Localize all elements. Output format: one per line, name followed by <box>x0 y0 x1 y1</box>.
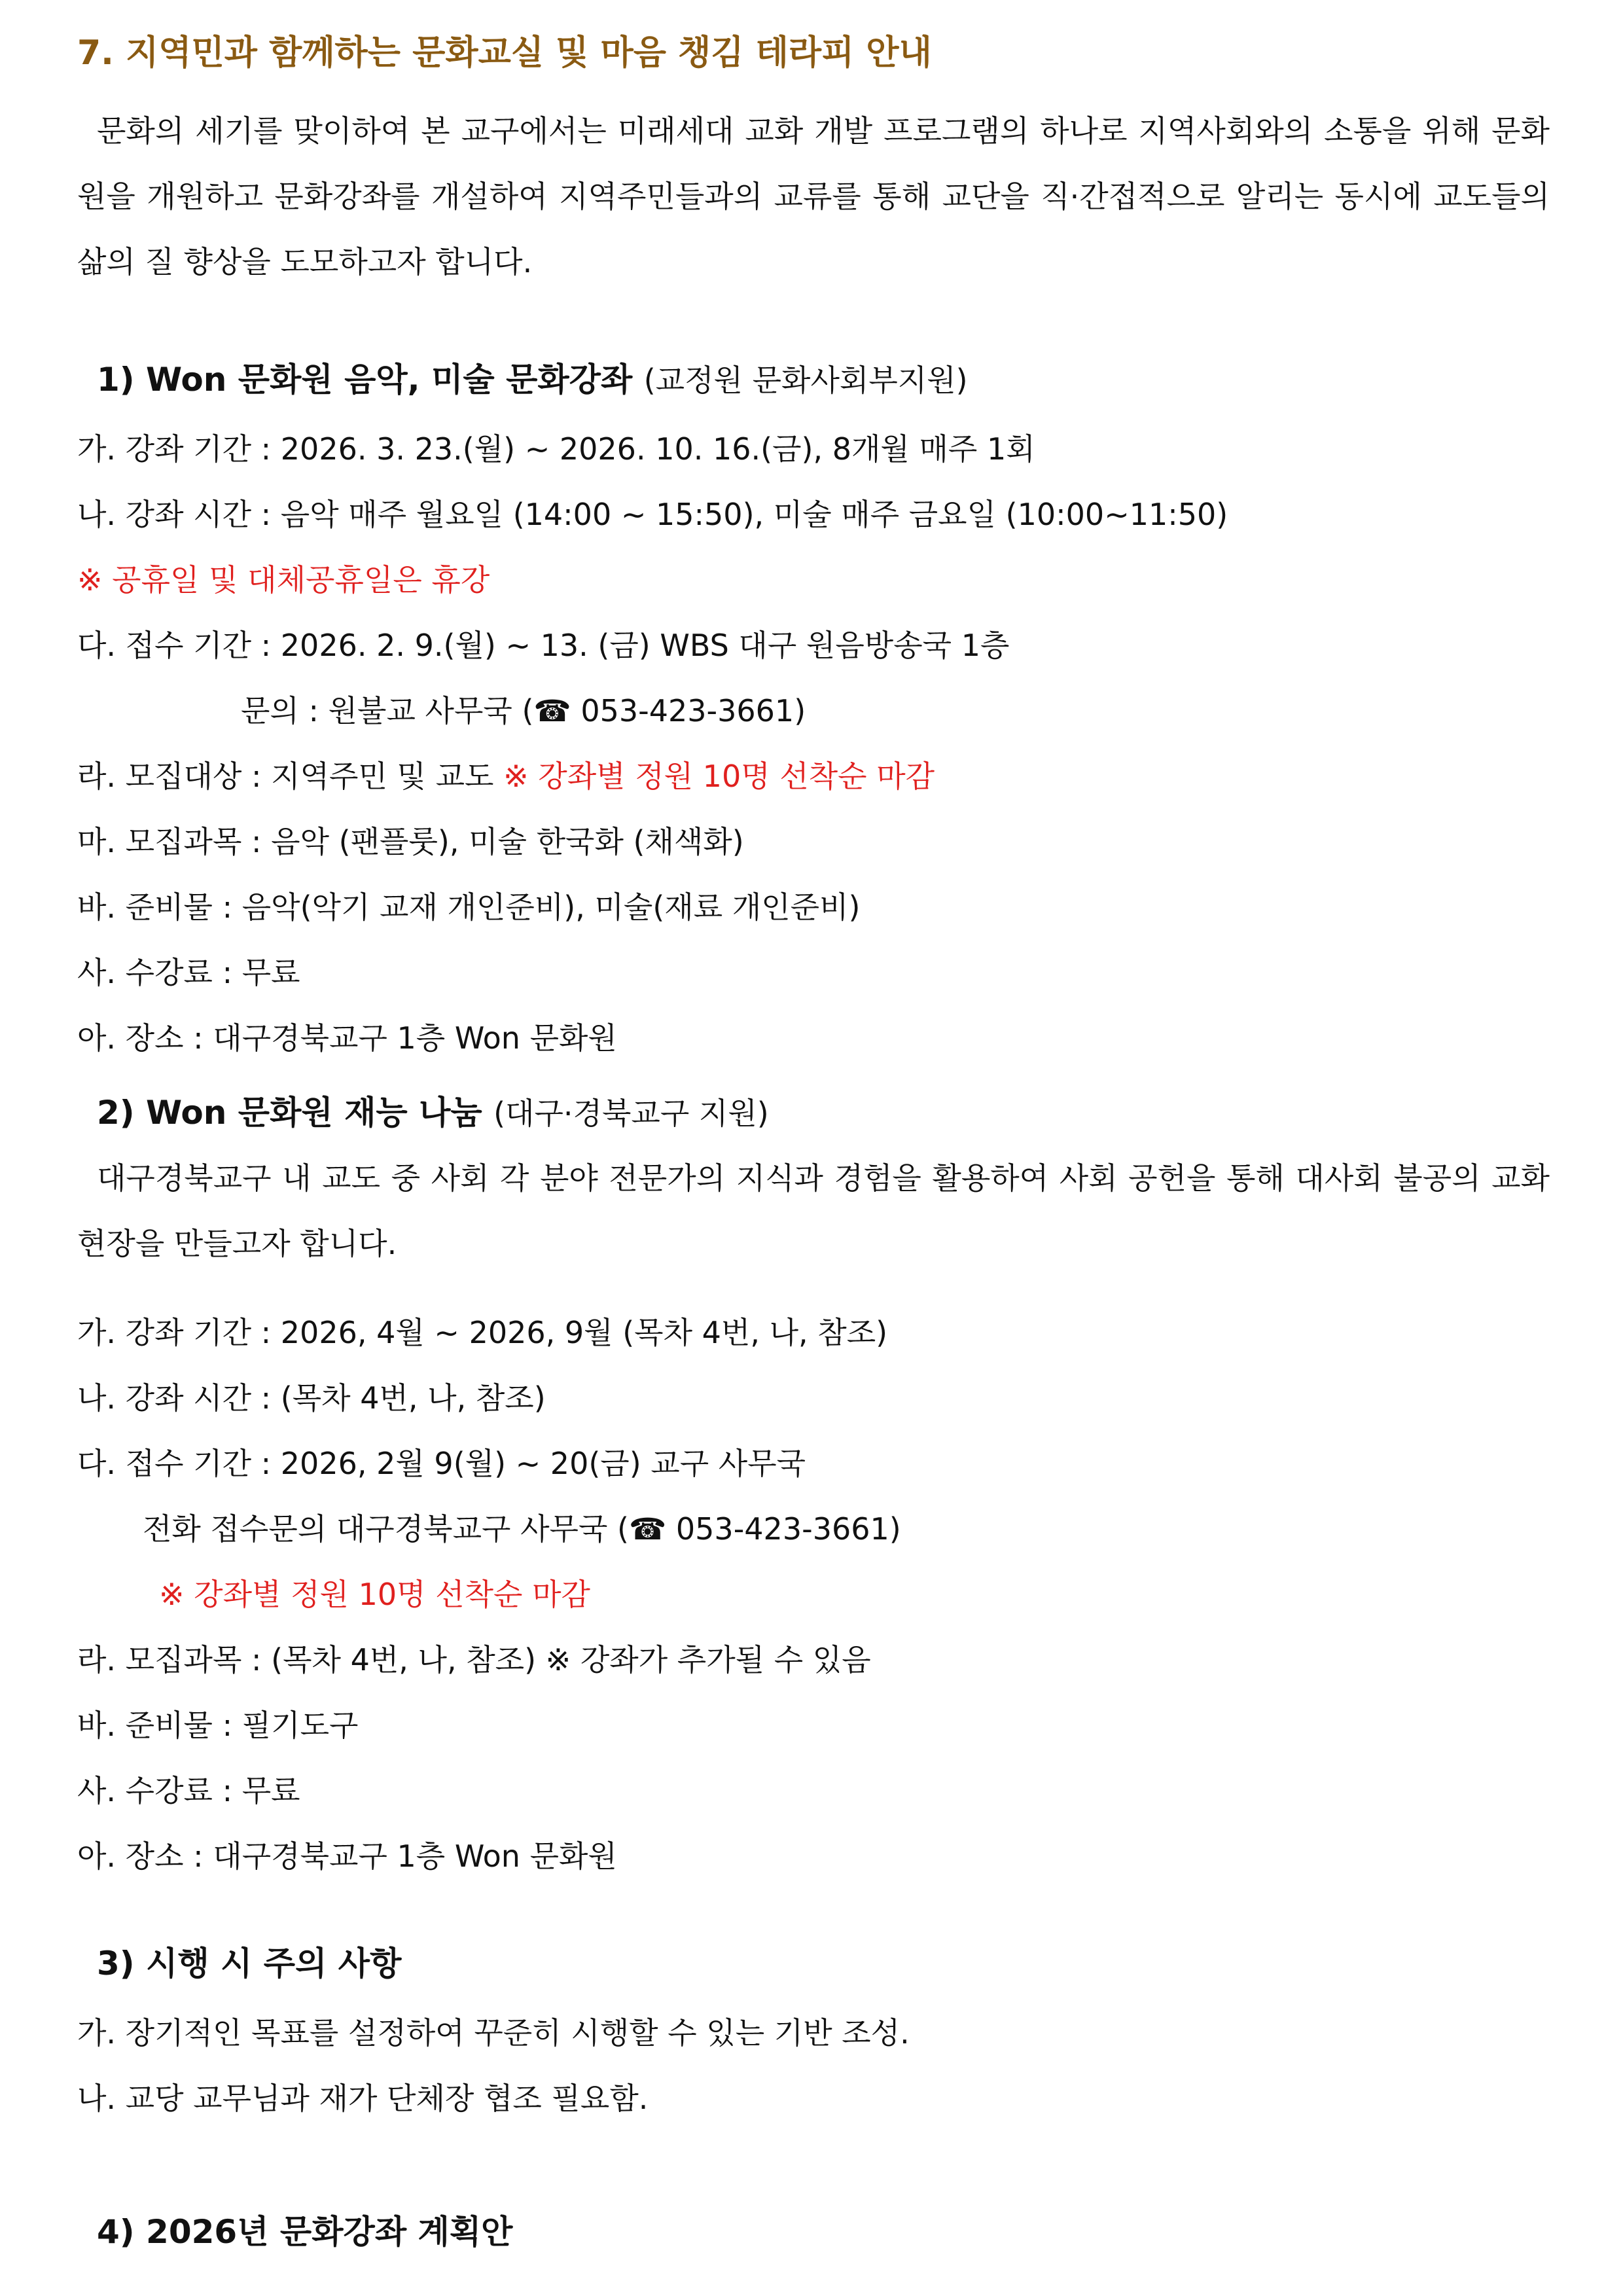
section1-heading-text: 1) Won 문화원 음악, 미술 문화강좌 <box>97 361 633 399</box>
section1-item-subjects: 마. 모집과목 : 음악 (팬플룻), 미술 한국화 (채색화) <box>77 824 744 859</box>
section2-item-time: 나. 강좌 시간 : (목차 4번, 나, 참조) <box>77 1380 546 1416</box>
section1-item-fee: 사. 수강료 : 무료 <box>77 955 300 990</box>
section2-item-contact: 전화 접수문의 대구경북교구 사무국 (☎ 053-423-3661) <box>143 1511 901 1547</box>
section3-item-1: 가. 장기적인 목표를 설정하여 꾸준히 시행할 수 있는 기반 조성. <box>77 2015 910 2051</box>
section3-heading: 3) 시행 시 주의 사항 <box>97 1945 402 1982</box>
section2-note-capacity: ※ 강좌별 정원 10명 선착순 마감 <box>159 1577 590 1612</box>
section1-item-time: 나. 강좌 시간 : 음악 매주 월요일 (14:00 ~ 15:50), 미술 매주 금요일 (10:00~11:50) <box>77 497 1228 532</box>
section2-item-fee: 사. 수강료 : 무료 <box>77 1773 300 1808</box>
section4-heading: 4) 2026년 문화강좌 계획안 <box>97 2213 513 2251</box>
section1-item-place: 아. 장소 : 대구경북교구 1층 Won 문화원 <box>77 1020 617 1056</box>
section2-item-period: 가. 강좌 기간 : 2026, 4월 ~ 2026, 9월 (목차 4번, 나, 참조) <box>77 1315 888 1350</box>
section2-heading <box>97 1086 769 1134</box>
section1-target-note: ※ 강좌별 정원 10명 선착순 마감 <box>503 759 935 794</box>
section1-item-contact: 문의 : 원불교 사무국 (☎ 053-423-3661) <box>241 693 806 728</box>
section-title: 7. 지역민과 함께하는 문화교실 및 마음 챙김 테라피 안내 <box>77 33 932 73</box>
section1-item-target <box>77 753 935 796</box>
section2-heading-text: 2) Won 문화원 재능 나눔 <box>97 1094 482 1132</box>
section1-heading <box>97 353 968 401</box>
section2-heading-sub: (대구·경북교구 지원) <box>493 1096 769 1131</box>
section2-item-subjects: 라. 모집과목 : (목차 4번, 나, 참조) ※ 강좌가 추가될 수 있음 <box>77 1642 871 1677</box>
section1-item-registration: 다. 접수 기간 : 2026. 2. 9.(월) ~ 13. (금) WBS 대구 원음방송국 1층 <box>77 628 1010 663</box>
section3-item-2: 나. 교당 교무님과 재가 단체장 협조 필요함. <box>77 2081 649 2116</box>
section1-item-materials: 바. 준비물 : 음악(악기 교재 개인준비), 미술(재료 개인준비) <box>77 889 861 925</box>
section1-note-holiday: ※ 공휴일 및 대체공휴일은 휴강 <box>77 562 490 598</box>
intro-paragraph: 문화의 세기를 맞이하여 본 교구에서는 미래세대 교화 개발 프로그램의 하나로 지역사회와의 소통을 위해 문화원을 개원하고 문화강좌를 개설하여 지역주민들과의 교류를 통해 교단을 직·간접적으로 알리는 동시에 교도들의 삶의 질 향상을 도모하고자 합니다. <box>77 113 1550 279</box>
section2-item-place: 아. 장소 : 대구경북교구 1층 Won 문화원 <box>77 1839 617 1874</box>
section1-item-period: 가. 강좌 기간 : 2026. 3. 23.(월) ~ 2026. 10. 16.(금), 8개월 매주 1회 <box>77 431 1035 467</box>
section2-item-registration: 다. 접수 기간 : 2026, 2월 9(월) ~ 20(금) 교구 사무국 <box>77 1446 806 1481</box>
section2-item-materials: 바. 준비물 : 필기도구 <box>77 1708 359 1743</box>
section1-target-text: 라. 모집대상 : 지역주민 및 교도 <box>77 759 494 794</box>
section2-intro: 대구경북교구 내 교도 중 사회 각 분야 전문가의 지식과 경험을 활용하여 사회 공헌을 통해 대사회 불공의 교화현장을 만들고자 합니다. <box>77 1160 1550 1261</box>
section1-heading-sub: (교정원 문화사회부지원) <box>643 363 968 398</box>
